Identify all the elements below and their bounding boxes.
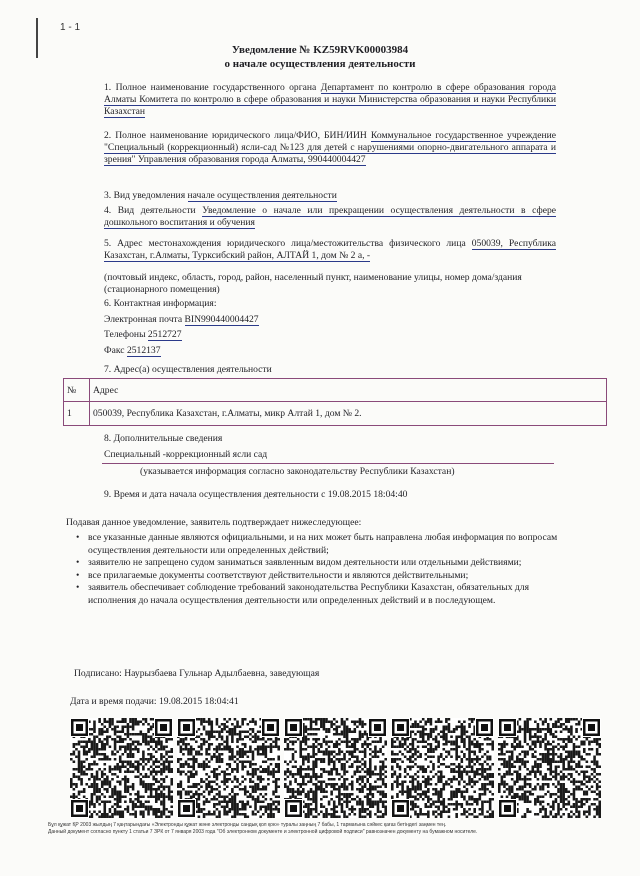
qr-code-1 — [70, 718, 173, 818]
footer-line-kz: Бұл құжат ҚР 2003 жылдың 7 қаңтарындағы «Электронды құжат және электронды сандық қол қою» туралы заңның 7 бабы, 1 тармағына сәйкес қағаз бетіндегі заңмен тең. — [48, 822, 447, 828]
bullet-text: заявитель обеспечивает соблюдение требований законодательства Республики Казахстан, обязательных для исполнения до начала осуществления деятельности или определенных действий и в последующем. — [88, 582, 529, 606]
item-4-label: 4. Вид деятельности — [104, 205, 196, 216]
table-cell-address: 050039, Республика Казахстан, г.Алматы, микр Алтай 1, дом № 2. — [93, 408, 362, 419]
qr-code-3 — [284, 718, 387, 818]
item-2-label: 2. Полное наименование юридического лица/ФИО, БИН/ИИН — [104, 130, 367, 141]
qr-code-5 — [498, 718, 601, 818]
item-4 — [104, 205, 556, 229]
item-8-note: (указывается информация согласно законодательству Республики Казахстан) — [140, 466, 455, 477]
submission-datetime — [70, 696, 570, 709]
phone-value: 2512727 — [147, 329, 182, 340]
item-3-value: начале осуществления деятельности — [187, 190, 337, 201]
table-header-num: № — [64, 379, 90, 401]
fax-row — [104, 345, 556, 357]
item-3-label: 3. Вид уведомления — [104, 190, 186, 201]
table-header-address: Адрес — [93, 384, 119, 396]
legal-footer — [48, 822, 608, 836]
item-7-label: 7. Адрес(а) осуществления деятельности — [104, 364, 272, 375]
email-value: BIN990440004427 — [184, 314, 259, 325]
bullet-text: все указанные данные являются официальными, и на них может быть направлена любая информация по вопросам осуществления деятельности или определенных действий; — [88, 532, 558, 556]
item-8-label: 8. Дополнительные сведения — [104, 433, 223, 444]
submitted-value: 19.08.2015 18:04:41 — [158, 696, 239, 707]
submitted-label: Дата и время подачи: — [70, 696, 157, 707]
table-cell-num: 1 — [64, 402, 90, 425]
item-8-value: Специальный -коррекционный ясли сад — [104, 449, 268, 460]
bullet-text: заявителю не запрещено судом заниматься заявленным видом деятельности или отдельными действиями; — [88, 557, 522, 569]
phone-label: Телефоны — [104, 329, 146, 340]
list-item: • заявитель обеспечивает соблюдение требований законодательства Республики Казахстан, обязательных для исполнения до начала осуществления деятельности или определенных действий и в последующем. — [76, 582, 574, 607]
qr-code-2 — [177, 718, 280, 818]
table-header-row — [64, 379, 606, 401]
table-row — [64, 401, 606, 425]
item-9: 9. Время и дата начала осуществления деятельности с 19.08.2015 18:04:40 — [104, 489, 408, 500]
item-4-value: Уведомление о начале или прекращении осуществления деятельности в сфере дошкольного воспитания и обучения — [104, 205, 557, 229]
item-1 — [104, 82, 556, 119]
item-8-value-wrap — [104, 449, 556, 461]
item-5 — [104, 238, 556, 262]
fax-value: 2512137 — [126, 345, 161, 356]
list-item: • все прилагаемые документы соответствуют действительности и являются действительными; — [76, 569, 469, 581]
item-5-note: (почтовый индекс, область, город, район, населенный пункт, наименование улицы, номер дома/здания (стационарного помещения) — [104, 272, 522, 296]
list-item: • заявителю не запрещено судом заниматься заявленным видом деятельности или отдельными действиями; — [76, 557, 522, 569]
phone-row — [104, 329, 556, 341]
item-5-value: 050039, Республика Казахстан, г.Алматы, Турксибский район, АЛТАЙ 1, дом № 2 а, - — [104, 238, 556, 262]
email-label: Электронная почта — [104, 314, 183, 325]
item-1-value: Департамент по контролю в сфере образования города Алматы Комитета по контролю в сфере образования и науки Министерства образования и науки Республики Казахстан — [104, 82, 556, 118]
document-subtitle: о начале осуществления деятельности — [224, 58, 416, 70]
list-item: • все указанные данные являются официальными, и на них может быть направлена любая информация по вопросам осуществления деятельности или определенных действий; — [76, 532, 574, 557]
bullet-text: все прилагаемые документы соответствуют действительности и являются действительными; — [88, 569, 469, 581]
qr-code-4 — [391, 718, 494, 818]
fax-label: Факс — [104, 345, 125, 356]
item-6-label: 6. Контактная информация: — [104, 298, 217, 309]
item-2-value: Коммунальное государственное учреждение "Специальный (коррекционный) ясли-сад №123 для детей с нарушениями опорно-двигательного аппарата и зрения" Управления образования города Алматы, 990440004427 — [104, 130, 556, 166]
item-8-underline — [102, 463, 554, 464]
page-number: 1 - 1 — [60, 22, 81, 33]
declaration-intro: Подавая данное уведомление, заявитель подтверждает нижеследующее: — [66, 517, 362, 528]
item-5-label: 5. Адрес местонахождения юридического лица/местожительства физического лица — [104, 238, 466, 249]
item-3 — [104, 190, 556, 202]
declaration-list — [76, 532, 574, 608]
item-1-label: 1. Полное наименование государственного органа — [104, 82, 317, 93]
address-table — [63, 378, 607, 426]
email-row — [104, 314, 556, 326]
document-title: Уведомление № KZ59RVK00003984 — [231, 44, 409, 56]
item-2 — [104, 130, 556, 167]
signed-by: Подписано: Наурызбаева Гульнар Адылбаевна, заведующая — [74, 668, 320, 679]
footer-line-ru: Данный документ согласно пункту 1 статьи 7 ЗРК от 7 января 2003 года "Об электронном документе и электронной цифровой подписи" равнозначен документу на бумажном носителе. — [48, 829, 478, 835]
